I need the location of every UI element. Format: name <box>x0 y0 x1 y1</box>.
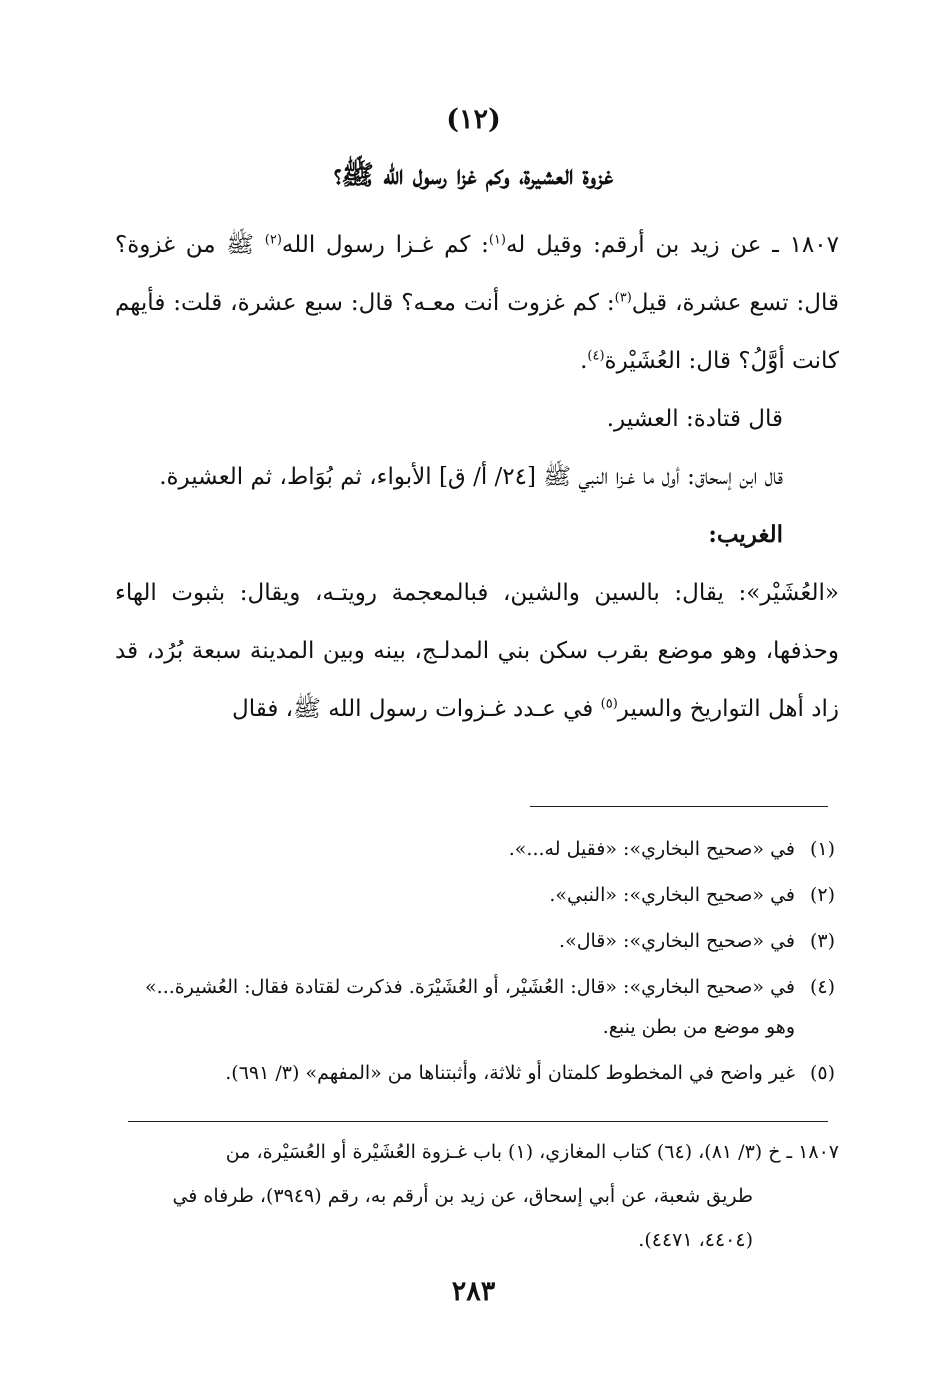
footnote-ref-1[interactable]: (١) <box>488 232 506 248</box>
footnote-text: غير واضح في المخطوط كلمتان أو ثلاثة، وأثبتناها من «المفهم» (٣/ ٦٩١). <box>225 1062 795 1084</box>
takhrij-line: طريق شعبة، عن أبي إسحاق، عن زيد بن أرقم به، رقم (٣٩٤٩)، طرفاه في <box>172 1185 753 1207</box>
hadith-text: : كم غـزا رسول الله <box>281 232 489 258</box>
takhrij-line: (٤٤٠٤، ٤٤٧١). <box>638 1229 753 1251</box>
takhrij-line: ١٨٠٧ ـ خ (٣/ ٨١)، (٦٤) كتاب المغازي، (١) باب غـزوة العُشَيْرة أو العُسَيْرة، من <box>225 1141 839 1163</box>
footnotes-divider <box>530 806 828 807</box>
footnote-ref-5[interactable]: (٥) <box>600 696 618 712</box>
footnote-ref-3[interactable]: (٣) <box>614 290 632 306</box>
footnote-text: في «صحيح البخاري»: «قال: العُشَيْر، أو العُشَيْرَة. فذكرت لقتادة فقال: العُشيرة...» <box>145 976 795 998</box>
footnote-item <box>115 1050 835 1096</box>
chapter-title: غزوة العشيرة، وكم غزا رسول الله ﷺ؟ <box>333 160 614 191</box>
footnote-text: في «صحيح البخاري»: «قال». <box>559 930 795 952</box>
takhrij-divider <box>128 1121 828 1122</box>
page-number: ٢٨٣ <box>451 1276 496 1307</box>
chapter-number: (١٢) <box>446 104 501 135</box>
footnote-item <box>115 918 835 964</box>
footnote-number: (٤) <box>809 976 835 998</box>
footnotes <box>115 826 835 1096</box>
footnote-number: (١) <box>809 838 835 860</box>
main-text <box>115 216 839 738</box>
qatada-paragraph: قال قتادة: العشير. <box>606 406 783 432</box>
footnote-continuation: وهو موضع من بطن ينبع. <box>602 1016 795 1038</box>
footnote-ref-2[interactable]: (٢) <box>264 232 282 248</box>
gharib-text: في عـدد غـزوات رسول الله ﷺ، فقال <box>232 696 601 722</box>
footnote-text: في «صحيح البخاري»: «النبي». <box>549 884 795 906</box>
footnote-number: (٥) <box>809 1062 835 1084</box>
hadith-paragraph <box>115 216 839 390</box>
gharib-heading: الغريب: <box>708 521 783 548</box>
footnote-item <box>115 872 835 918</box>
gharib-text: «العُشَيْر»: يقال: بالسين والشين، فبالمعجمة رويتـه، ويقال: بثبوت الهاء وحذفها، وهو موضع بقرب سكن بني المدلـج، بينه وبين المدينة سبعة بُرُد، قد زاد أهل التواريخ والسير <box>115 580 839 722</box>
hadith-text: . <box>580 348 588 374</box>
footnote-number: (٢) <box>809 884 835 906</box>
footnote-text: في «صحيح البخاري»: «فقيل له...». <box>508 838 795 860</box>
hadith-text: : كم غزوت أنت معـه؟ قال: سبع عشرة، قلت: فأيهم كانت أوَّلُ؟ قال: العُشَيْرة <box>115 290 839 374</box>
footnote-ref-4[interactable]: (٤) <box>587 348 605 364</box>
gharib-paragraph <box>115 564 839 738</box>
takhrij <box>115 1130 839 1262</box>
footnote-number: (٣) <box>809 930 835 952</box>
footnote-item <box>115 826 835 872</box>
hadith-text: ﷺ من غزوة؟ قال: تسع عشرة، قيل <box>115 232 839 316</box>
hadith-text: ١٨٠٧ ـ عن زيد بن أرقم: وقيل له <box>505 232 839 258</box>
ishaq-paragraph: قال ابن إسحاق: أول ما غـزا النبي ﷺ [٢٤/ أ/ ق] الأبواء، ثم بُوَاط، ثم العشيرة. <box>159 464 783 490</box>
